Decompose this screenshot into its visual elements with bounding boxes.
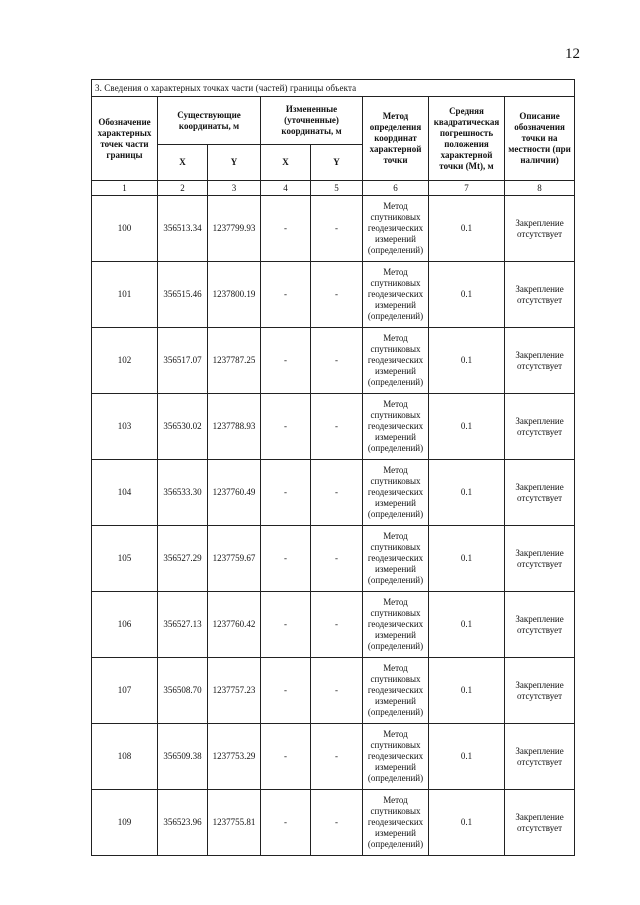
point-designation-cell: 108 [92,724,158,790]
table-row [92,724,575,790]
description-cell: Закрепление отсутствует [505,262,575,328]
description-cell: Закрепление отсутствует [505,658,575,724]
changed-y-cell: - [311,196,363,262]
existing-y-cell: 1237788.93 [208,394,261,460]
description-cell: Закрепление отсутствует [505,526,575,592]
method-cell: Метод спутниковых геодезических измерений (определений) [363,724,429,790]
method-cell: Метод спутниковых геодезических измерений (определений) [363,394,429,460]
accuracy-cell: 0.1 [429,262,505,328]
accuracy-cell: 0.1 [429,526,505,592]
description-cell: Закрепление отсутствует [505,196,575,262]
changed-x-cell: - [261,526,311,592]
changed-x-cell: - [261,790,311,856]
description-cell: Закрепление отсутствует [505,592,575,658]
existing-x-cell: 356527.29 [158,526,208,592]
header-changed-coordinates: Измененные (уточненные) координаты, м [261,97,363,145]
method-cell: Метод спутниковых геодезических измерений (определений) [363,460,429,526]
header-changed-y: Y [311,145,363,181]
changed-y-cell: - [311,328,363,394]
points-table [91,79,575,856]
changed-x-cell: - [261,328,311,394]
changed-y-cell: - [311,592,363,658]
accuracy-cell: 0.1 [429,328,505,394]
column-number: 3 [208,181,261,196]
method-cell: Метод спутниковых геодезических измерений (определений) [363,262,429,328]
table-row [92,790,575,856]
description-cell: Закрепление отсутствует [505,328,575,394]
description-cell: Закрепление отсутствует [505,394,575,460]
accuracy-cell: 0.1 [429,790,505,856]
changed-x-cell: - [261,460,311,526]
existing-y-cell: 1237755.81 [208,790,261,856]
point-designation-cell: 107 [92,658,158,724]
header-method: Метод определения координат характерной точки [363,97,429,181]
changed-y-cell: - [311,526,363,592]
accuracy-cell: 0.1 [429,592,505,658]
changed-y-cell: - [311,394,363,460]
existing-x-cell: 356533.30 [158,460,208,526]
table-row [92,658,575,724]
table-row [92,460,575,526]
header-point-designation: Обозначение характерных точек части границы [92,97,158,181]
changed-y-cell: - [311,658,363,724]
existing-y-cell: 1237787.25 [208,328,261,394]
method-cell: Метод спутниковых геодезических измерений (определений) [363,526,429,592]
section-title: 3. Сведения о характерных точках части (частей) границы объекта [92,80,575,97]
column-number: 8 [505,181,575,196]
changed-y-cell: - [311,790,363,856]
changed-y-cell: - [311,724,363,790]
table-row [92,394,575,460]
description-cell: Закрепление отсутствует [505,724,575,790]
changed-x-cell: - [261,394,311,460]
changed-x-cell: - [261,658,311,724]
point-designation-cell: 104 [92,460,158,526]
changed-x-cell: - [261,262,311,328]
existing-x-cell: 356508.70 [158,658,208,724]
table-row [92,328,575,394]
existing-y-cell: 1237757.23 [208,658,261,724]
table-row [92,526,575,592]
column-number: 1 [92,181,158,196]
existing-x-cell: 356513.34 [158,196,208,262]
header-description: Описание обозначения точки на местности (при наличии) [505,97,575,181]
accuracy-cell: 0.1 [429,196,505,262]
existing-y-cell: 1237760.49 [208,460,261,526]
point-designation-cell: 106 [92,592,158,658]
existing-x-cell: 356530.02 [158,394,208,460]
existing-x-cell: 356527.13 [158,592,208,658]
changed-x-cell: - [261,196,311,262]
column-number: 2 [158,181,208,196]
column-number: 7 [429,181,505,196]
header-existing-x: X [158,145,208,181]
existing-x-cell: 356523.96 [158,790,208,856]
accuracy-cell: 0.1 [429,658,505,724]
existing-y-cell: 1237800.19 [208,262,261,328]
point-designation-cell: 109 [92,790,158,856]
method-cell: Метод спутниковых геодезических измерений (определений) [363,328,429,394]
point-designation-cell: 103 [92,394,158,460]
accuracy-cell: 0.1 [429,724,505,790]
column-number: 5 [311,181,363,196]
changed-x-cell: - [261,724,311,790]
header-existing-coordinates: Существующие координаты, м [158,97,261,145]
column-number: 6 [363,181,429,196]
header-existing-y: Y [208,145,261,181]
accuracy-cell: 0.1 [429,394,505,460]
existing-y-cell: 1237759.67 [208,526,261,592]
header-changed-x: X [261,145,311,181]
table-row [92,196,575,262]
table-row [92,262,575,328]
table-row [92,592,575,658]
method-cell: Метод спутниковых геодезических измерений (определений) [363,592,429,658]
method-cell: Метод спутниковых геодезических измерений (определений) [363,790,429,856]
method-cell: Метод спутниковых геодезических измерений (определений) [363,658,429,724]
existing-y-cell: 1237753.29 [208,724,261,790]
existing-x-cell: 356515.46 [158,262,208,328]
point-designation-cell: 101 [92,262,158,328]
existing-y-cell: 1237760.42 [208,592,261,658]
point-designation-cell: 102 [92,328,158,394]
changed-x-cell: - [261,592,311,658]
point-designation-cell: 105 [92,526,158,592]
existing-x-cell: 356517.07 [158,328,208,394]
changed-y-cell: - [311,262,363,328]
accuracy-cell: 0.1 [429,460,505,526]
point-designation-cell: 100 [92,196,158,262]
page-number: 12 [565,46,580,62]
existing-y-cell: 1237799.93 [208,196,261,262]
header-accuracy: Средняя квадратическая погрешность положения характерной точки (Mt), м [429,97,505,181]
column-number: 4 [261,181,311,196]
method-cell: Метод спутниковых геодезических измерений (определений) [363,196,429,262]
table-body [92,196,575,856]
changed-y-cell: - [311,460,363,526]
description-cell: Закрепление отсутствует [505,790,575,856]
existing-x-cell: 356509.38 [158,724,208,790]
description-cell: Закрепление отсутствует [505,460,575,526]
